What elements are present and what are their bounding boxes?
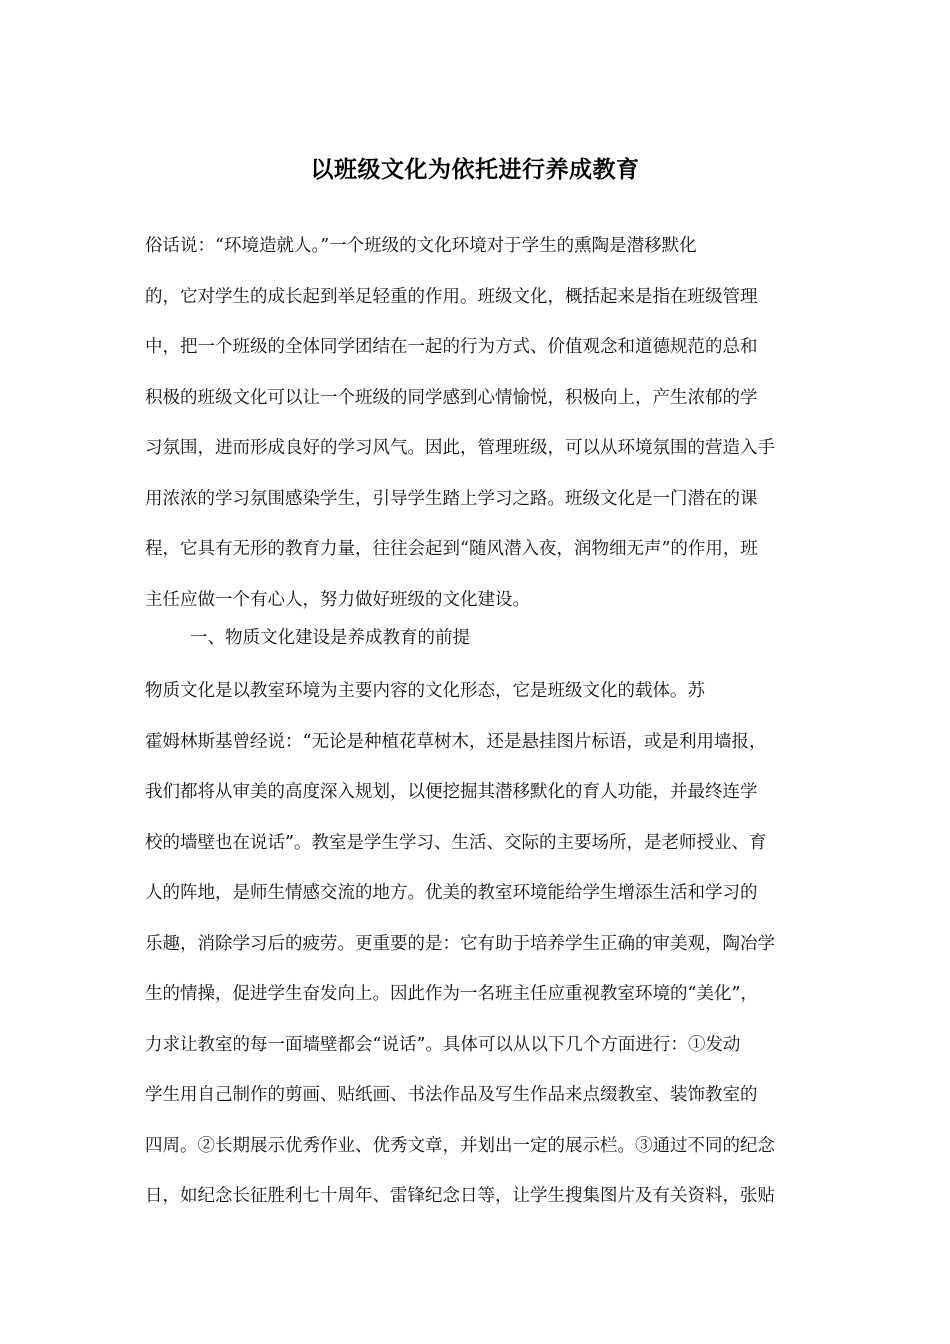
paragraph-line: 人的阵地，是师生情感交流的地方。优美的教室环境能给学生增添生活和学习的	[145, 883, 758, 903]
paragraph-line: 霍姆林斯基曾经说：“无论是种植花草树木，还是悬挂图片标语，或是利用墙报，	[145, 731, 767, 752]
paragraph-line: 生的情操，促进学生奋发向上。因此作为一名班主任应重视教室环境的“美化”，	[145, 984, 758, 1004]
paragraph-material-culture	[145, 666, 810, 1222]
paragraph-line: 校的墙壁也在说话”。教室是学生学习、生活、交际的主要场所，是老师授业、育	[145, 832, 767, 853]
paragraph-line: 物质文化是以教室环境为主要内容的文化形态，它是班级文化的载体。苏	[145, 681, 705, 701]
paragraph-line: 力求让教室的每一面墙壁都会“说话”。具体可以从以下几个方面进行：①发动	[145, 1034, 741, 1055]
section-heading: 一、物质文化建设是养成教育的前提	[190, 628, 470, 648]
paragraph-line: 乐趣，消除学习后的疲劳。更重要的是：它有助于培养学生正确的审美观，陶冶学	[145, 933, 775, 954]
paragraph-intro	[145, 221, 810, 625]
paragraph-line: 积极的班级文化可以让一个班级的同学感到心情愉悦，积极向上，产生浓郁的学	[145, 387, 758, 408]
paragraph-line: 四周。②长期展示优秀作业、优秀文章，并划出一定的展示栏。③通过不同的纪念	[145, 1135, 775, 1156]
paragraph-line: 学生用自己制作的剪画、贴纸画、书法作品及写生作品来点缀教室、装饰教室的	[145, 1085, 758, 1105]
document-title: 以班级文化为依托进行养成教育	[310, 157, 640, 183]
paragraph-line: 主任应做一个有心人，努力做好班级的文化建设。	[145, 589, 530, 610]
paragraph-line: 习氛围，进而形成良好的学习风气。因此，管理班级，可以从环境氛围的营造入手	[145, 438, 775, 458]
paragraph-line: 中，把一个班级的全体同学团结在一起的行为方式、价值观念和道德规范的总和	[145, 337, 758, 357]
paragraph-line: 的，它对学生的成长起到举足轻重的作用。班级文化，概括起来是指在班级管理	[145, 286, 758, 307]
paragraph-line: 用浓浓的学习氛围感染学生，引导学生踏上学习之路。班级文化是一门潜在的课	[145, 488, 758, 509]
paragraph-line: 程，它具有无形的教育力量，往往会起到“随风潜入夜，润物细无声”的作用，班	[145, 539, 758, 559]
paragraph-line: 俗话说：“环境造就人。”一个班级的文化环境对于学生的熏陶是潜移默化	[145, 236, 697, 256]
paragraph-line: 我们都将从审美的高度深入规划，以便挖掘其潜移默化的育人功能，并最终连学	[145, 782, 758, 802]
paragraph-line: 日，如纪念长征胜利七十周年、雷锋纪念日等，让学生搜集图片及有关资料，张贴	[145, 1186, 775, 1206]
